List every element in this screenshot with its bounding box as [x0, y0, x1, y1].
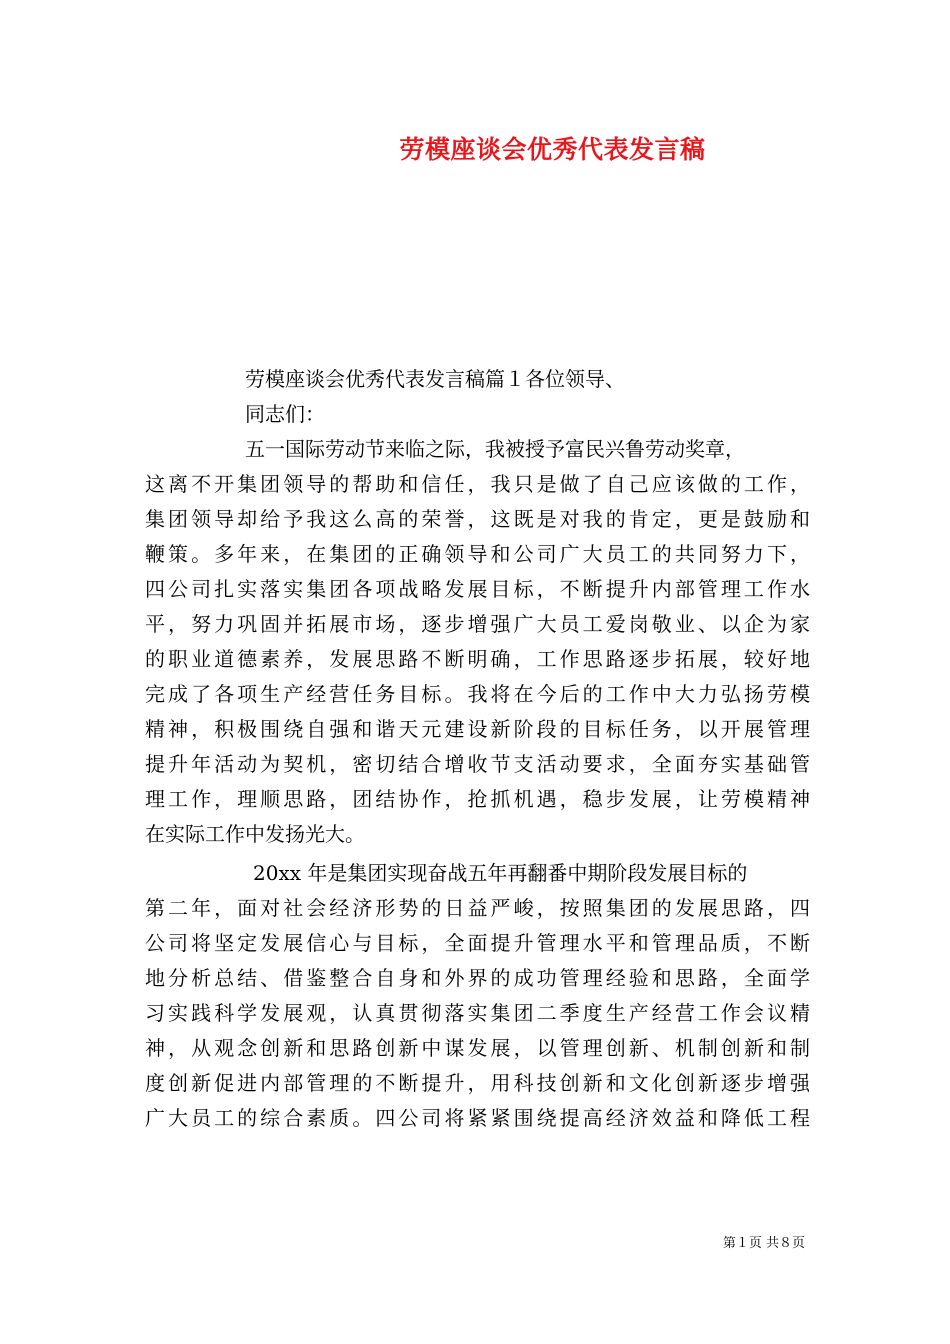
page-number-footer: 第１页 共８页 — [722, 1236, 805, 1251]
paragraph-line: 精神，积极围绕自强和谐天元建设新阶段的目标任务，以开展管理 — [145, 717, 810, 741]
document-body — [145, 362, 810, 1136]
paragraph-line: 在实际工作中发扬光大。 — [145, 822, 365, 846]
paragraph-line: 提升年活动为契机，密切结合增收节支活动要求，全面夯实基础管 — [145, 752, 810, 776]
paragraph-line: 五一国际劳动节来临之际，我被授予富民兴鲁劳动奖章， — [245, 437, 745, 461]
paragraph-line: 神，从观念创新和思路创新中谋发展，以管理创新、机制创新和制 — [145, 1036, 810, 1060]
intro-line: 同志们： — [245, 402, 325, 426]
paragraph-line: 理工作，理顺思路，团结协作，抢抓机遇，稳步发展，让劳模精神 — [145, 787, 810, 811]
intro-line: 劳模座谈会优秀代表发言稿篇１各位领导、 — [245, 367, 625, 391]
paragraph-2 — [145, 856, 810, 1136]
paragraph-line: 习实践科学发展观，认真贯彻落实集团二季度生产经营工作会议精 — [145, 1001, 810, 1025]
paragraph-line: 这离不开集团领导的帮助和信任，我只是做了自己应该做的工作， — [145, 472, 810, 496]
paragraph-line: 完成了各项生产经营任务目标。我将在今后的工作中大力弘扬劳模 — [145, 682, 810, 706]
paragraph-line: 地分析总结、借鉴整合自身和外界的成功管理经验和思路，全面学 — [145, 966, 810, 990]
paragraph-line: 公司将坚定发展信心与目标，全面提升管理水平和管理品质，不断 — [145, 931, 810, 955]
paragraph-line: 的职业道德素养，发展思路不断明确，工作思路逐步拓展，较好地 — [145, 647, 810, 671]
paragraph-line: 平，努力巩固并拓展市场，逐步增强广大员工爱岗敬业、以企为家 — [145, 612, 810, 636]
paragraph-line: 20xx 年是集团实现奋战五年再翻番中期阶段发展目标的 — [253, 861, 748, 885]
paragraph-line: 鞭策。多年来，在集团的正确领导和公司广大员工的共同努力下， — [145, 542, 810, 566]
paragraph-line: 四公司扎实落实集团各项战略发展目标，不断提升内部管理工作水 — [145, 577, 810, 601]
paragraph-line: 度创新促进内部管理的不断提升，用科技创新和文化创新逐步增强 — [145, 1071, 810, 1095]
document-title: 劳模座谈会优秀代表发言稿 — [399, 135, 706, 164]
paragraph-line: 集团领导却给予我这么高的荣誉，这既是对我的肯定，更是鼓励和 — [145, 507, 810, 531]
paragraph-line: 第二年，面对社会经济形势的日益严峻，按照集团的发展思路，四 — [145, 896, 810, 920]
paragraph-line: 广大员工的综合素质。四公司将紧紧围绕提高经济效益和降低工程 — [145, 1106, 810, 1130]
paragraph-1 — [145, 432, 810, 852]
